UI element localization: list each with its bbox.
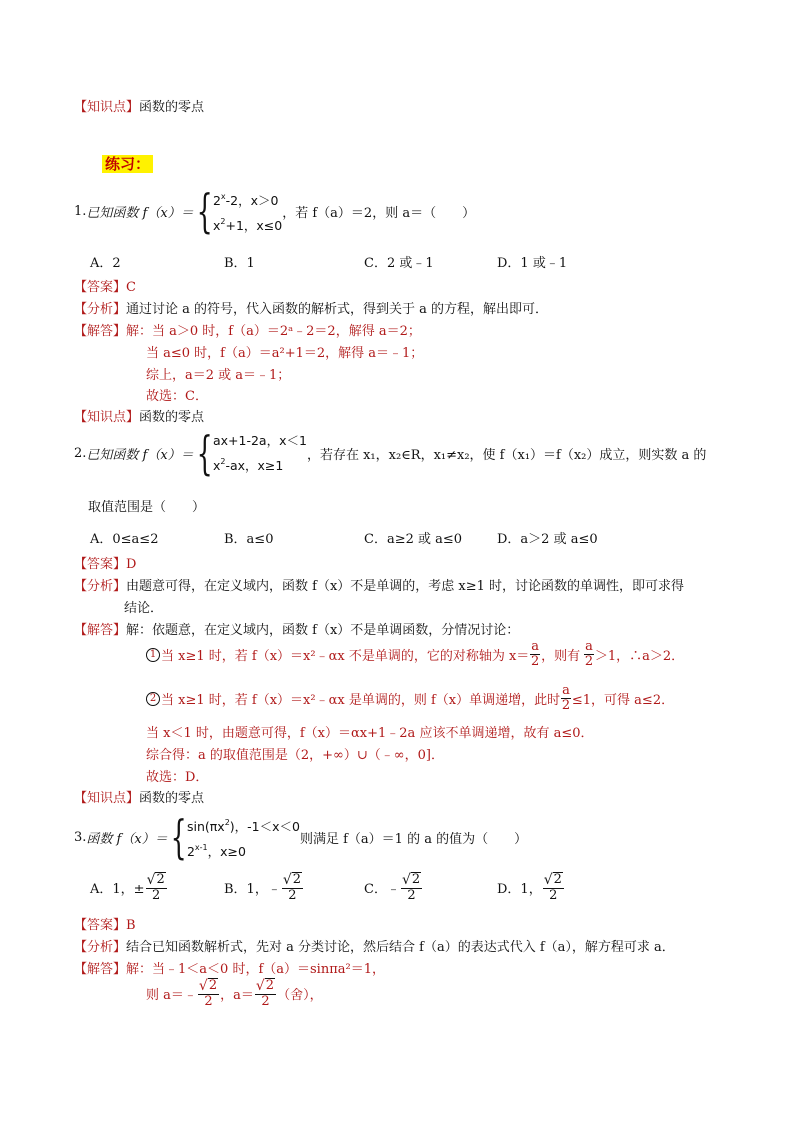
q3-option-a: A．1，± √ 2 2	[90, 872, 165, 903]
q3-answer: 【答案】B	[74, 918, 136, 933]
q2-option-c: C．a≥2 或 a≤0	[364, 532, 463, 547]
q1-option-d: D．1 或﹣1	[497, 256, 568, 271]
question-1	[74, 186, 475, 236]
q1-brace: {	[196, 184, 213, 238]
q1-sol-line-4: 故选：C．	[146, 389, 208, 404]
header-knowledge-point	[74, 96, 204, 115]
q3-suffix: 则满足 f（a）＝1 的 a 的值为（ ）	[299, 831, 528, 847]
q2-analysis-2: 结论．	[124, 601, 164, 616]
q3-option-b: B．1，﹣ √ 2 2	[224, 872, 302, 903]
q3-case-2: 2$^{x-1}$，x≥0	[186, 843, 246, 859]
q1-cases	[213, 186, 282, 236]
q3-number: 3.	[74, 829, 87, 845]
q1-option-c: C．2 或﹣1	[364, 256, 434, 271]
q3-solution: 【解答】解：当﹣1＜a＜0 时，f（a）＝sinπa²＝1，	[74, 962, 385, 977]
q1-sol-line-3: 综上，a＝2 或 a＝﹣1；	[146, 368, 291, 383]
q1-knowledge-point: 【知识点】函数的零点	[74, 410, 205, 425]
q2-analysis: 【分析】由题意可得，在定义域内，函数 f（x）不是单调的，考虑 x≥1 时，讨论函数的单调性，即可求得	[74, 579, 685, 594]
q2-answer: 【答案】D	[74, 557, 137, 572]
practice-label: 练习：	[102, 153, 153, 174]
q2-case-1: ax+1-2a，x＜1	[212, 433, 307, 448]
q1-sol-line-1: 解：当 a＞0 时，f（a）＝2ᵃ﹣2＝2，解得 a＝2；	[126, 324, 421, 339]
q2-sol-line-3: 当 x＜1 时，由题意可得，f（x）＝αx+1﹣2a 应该不单调递增，故有 a≤0．	[146, 726, 594, 741]
q3-option-c: C．﹣ √ 2 2	[364, 872, 421, 903]
q1-option-a: A．2	[90, 256, 121, 271]
knowledge-text: 函数的零点	[139, 100, 205, 115]
question-2	[74, 426, 707, 480]
q2-solution: 【解答】解：依题意，在定义域内，函数 f（x）不是单调函数，分情况讨论：	[74, 623, 520, 638]
q2-case-2: $x^2-ax$，x≥1	[212, 457, 284, 473]
q1-prefix: 已知函数 f（x）＝	[86, 205, 194, 221]
q2-case-discussion-1: 1 当 x≥1 时，若 f（x）＝x²﹣αx 不是单调的，它的对称轴为 x＝ $\frac{a}{2}$ ，则有 $\frac{a}{2}$ ＞1，∴a＞2．	[146, 640, 684, 669]
q2-case-discussion-2: 2 当 x≥1 时，若 f（x）＝x²﹣αx 是单调的，则 f（x）单调递增，此时 $\frac{a}{2}$ ≤1，可得 a≤2．	[146, 684, 674, 713]
q2-suffix: ，若存在 x₁，x₂∈R，x₁≠x₂，使 f（x₁）＝f（x₂）成立，则实数 a 的	[306, 447, 707, 463]
q3-prefix: 函数 f（x）＝	[86, 831, 168, 847]
knowledge-tag: 【知识点】	[74, 100, 140, 115]
q1-case-1: 2$^x$-2，x＞0	[212, 192, 279, 208]
q3-option-d: D．1， √ 2 2	[497, 872, 562, 903]
q2-knowledge-point: 【知识点】函数的零点	[74, 791, 205, 806]
q1-case-2: $x^2+1$，x≤0	[212, 217, 283, 233]
q1-solution: 【解答】解：当 a＞0 时，f（a）＝2ᵃ﹣2＝2，解得 a＝2；	[74, 324, 421, 339]
q3-options	[90, 872, 730, 912]
q3-sol-line-2: 则 a＝﹣ √ 2 2 ，a＝ √ 2 2 （舍），	[146, 978, 323, 1009]
q3-analysis: 【分析】结合已知函数解析式，先对 a 分类讨论，然后结合 f（a）的表达式代入 f（a），解方程可求 a．	[74, 940, 675, 955]
question-3	[74, 812, 527, 862]
q1-number: 1.	[74, 203, 87, 219]
q2-sol-line-5: 故选：D．	[146, 770, 209, 785]
q2-sol-line-4: 综合得：a 的取值范围是（2，+∞）∪（﹣∞，0]．	[146, 748, 444, 763]
q1-option-b: B．1	[224, 256, 255, 271]
q2-cases	[213, 430, 307, 476]
q3-cases	[187, 812, 300, 862]
q3-brace: {	[170, 810, 187, 864]
q2-brace: {	[196, 426, 213, 480]
q2-line-2: 取值范围是（ ）	[88, 500, 206, 515]
q2-option-d: D．a＞2 或 a≤0	[497, 532, 598, 547]
q2-prefix: 已知函数 f（x）＝	[86, 447, 194, 463]
q1-analysis: 【分析】通过讨论 a 的符号，代入函数的解析式，得到关于 a 的方程，解出即可．	[74, 302, 549, 317]
q1-sol-line-2: 当 a≤0 时，f（a）＝a²+1＝2，解得 a＝﹣1；	[146, 346, 424, 361]
q3-case-1: $\sin(\pi x^2)$，-1＜x＜0	[186, 818, 300, 834]
q1-answer: 【答案】C	[74, 280, 136, 295]
q2-option-a: A．0≤a≤2	[90, 532, 159, 547]
q2-option-b: B．a≤0	[224, 532, 274, 547]
q2-number: 2.	[74, 445, 87, 461]
q1-suffix: ，若 f（a）＝2，则 a＝（ ）	[282, 205, 476, 221]
